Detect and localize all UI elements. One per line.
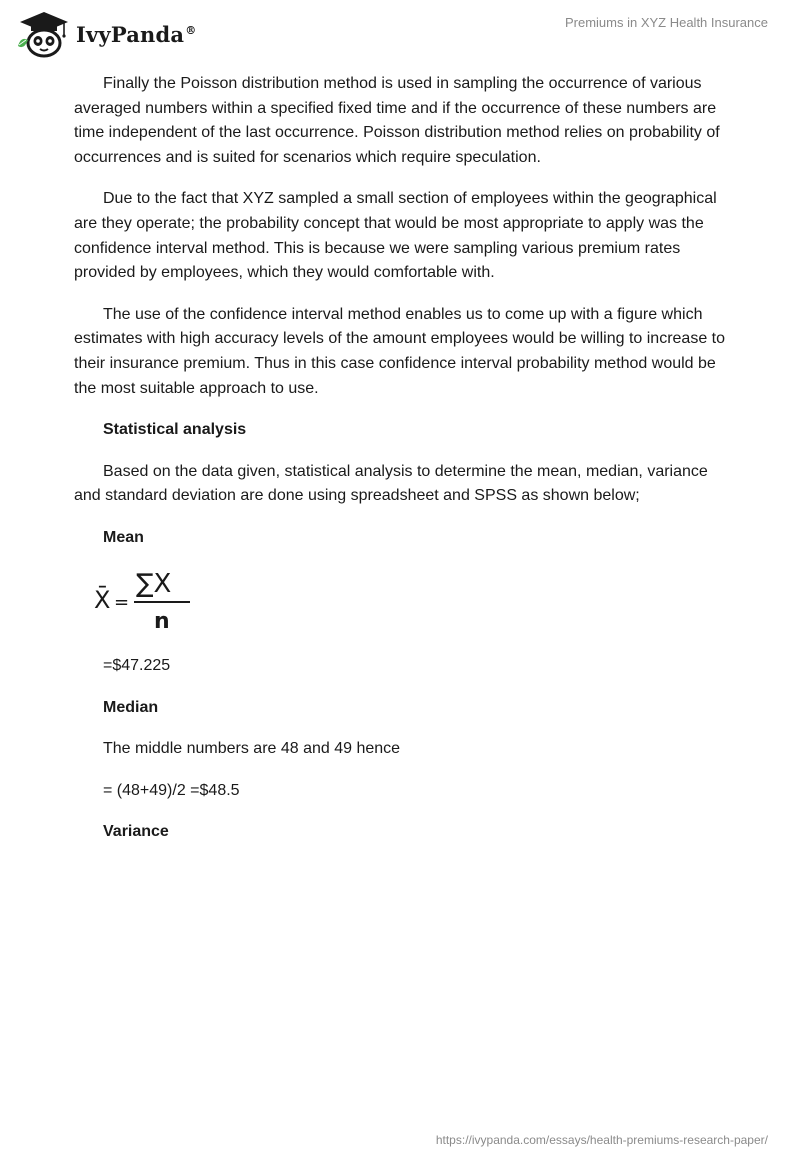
- panda-graduate-icon: [14, 8, 70, 58]
- median-heading: Median: [103, 698, 159, 716]
- formula-x-bar: X̄: [94, 585, 111, 614]
- formula-equals: =: [114, 591, 130, 613]
- paragraph-confidence-interval: The use of the confidence interval method enables us to come up with a figure which estimates with high accuracy levels of the amount employees would be willing to increase to their insurance premium. Thus in this case confidence interval probability method would be the most suitable approach to use.: [74, 305, 725, 397]
- ivypanda-logo[interactable]: [14, 8, 196, 58]
- logo-text: IvyPanda®: [76, 21, 197, 47]
- paragraph-poisson: Finally the Poisson distribution method is used in sampling the occurrence of various averaged numbers within a specified fixed time and if the occurrence of these numbers are time independent of the last occurrence. Poisson distribution method relies on probability of occurrences and is suited for scenarios which require speculation.: [74, 75, 720, 166]
- formula-denominator: n: [154, 608, 170, 634]
- median-value: = (48+49)/2 =$48.5: [103, 781, 240, 799]
- mean-value: =$47.225: [103, 657, 171, 675]
- statistical-analysis-heading: Statistical analysis: [103, 421, 247, 439]
- paragraph-sampling: Due to the fact that XYZ sampled a small section of employees within the geographical are they operate; the probability concept that would be most appropriate to apply was the confidence interval method. This is because we were sampling various premium rates provided by employees, which they would comfortable with.: [74, 190, 717, 282]
- statistical-analysis-intro: Based on the data given, statistical analysis to determine the mean, median, variance and standard deviation are done using spreadsheet and SPSS as shown below;: [74, 462, 708, 505]
- source-url[interactable]: https://ivypanda.com/essays/health-premiums-research-paper/: [435, 1133, 768, 1147]
- page-header: [0, 0, 800, 70]
- essay-content: [74, 72, 730, 862]
- mean-heading: Mean: [103, 528, 144, 546]
- median-text: The middle numbers are 48 and 49 hence: [103, 740, 401, 758]
- mean-formula-image: [92, 564, 202, 636]
- formula-numerator: ∑X: [136, 568, 172, 599]
- registered-mark: ®: [185, 23, 197, 37]
- document-title: Premiums in XYZ Health Insurance: [564, 15, 768, 30]
- variance-heading: Variance: [103, 823, 169, 841]
